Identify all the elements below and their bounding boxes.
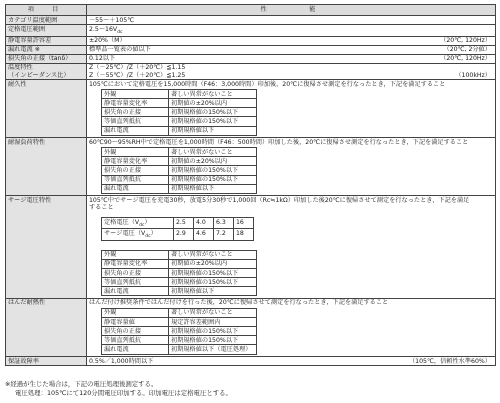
criteria-item: 外観 xyxy=(102,148,169,157)
criteria-item: 損失角の正接 xyxy=(102,327,169,336)
row-label-leak: 漏れ電流 ※ xyxy=(6,45,87,54)
criteria-value: 初期規格値以下 xyxy=(169,287,257,296)
criteria-value: 初期規格値の150%以下 xyxy=(169,166,257,175)
surge-text-1: 105℃中でサージ電圧を充電30秒，放電5分30秒で1,000回（Rc≒1kΩ）印加した後20℃に復帰させて測定を行なったとき，下記を満足 xyxy=(89,196,470,204)
surge-voltage-value: 2.9 xyxy=(174,229,194,240)
table-row xyxy=(6,45,496,54)
row-label-humidity: 耐湿負荷特性 xyxy=(6,138,87,196)
table-row xyxy=(6,63,496,79)
temp-char-line-1: Z（－25℃）/Z（＋20℃）≦1.15 xyxy=(89,64,186,72)
endurance-text: 105℃において定格電圧を15,000時間（F46：3,000時間）印加後，20℃に復帰させ測定を行なったとき，下記を満足すること xyxy=(89,80,446,88)
solder-criteria xyxy=(101,308,257,355)
humidity-text: 60℃90～95%RH中で定格電圧を1,000時間（F46：500時間）印加した後，20℃に復帰させ測定を行なったとき，下記を満足すること xyxy=(89,138,469,146)
row-label-solder: はんだ耐熱性 xyxy=(6,298,87,356)
table-row xyxy=(6,138,496,196)
surge-criteria xyxy=(101,250,257,297)
list-item xyxy=(102,269,257,278)
surge-voltage-value: 18 xyxy=(234,229,254,240)
table-row xyxy=(6,196,496,299)
row-label-tan: 損失角の正接（tanδ） xyxy=(6,54,87,63)
criteria-value: 初期規格値の150%以下 xyxy=(169,269,257,278)
criteria-item: 外観 xyxy=(102,250,169,259)
criteria-item: 漏れ電流 xyxy=(102,345,169,354)
header-performance: 性 能 xyxy=(87,5,496,16)
surge-voltage-label-text: サージ電圧（V xyxy=(104,229,146,237)
criteria-item: 等価直列抵抗 xyxy=(102,336,169,345)
criteria-item: 外観 xyxy=(102,308,169,317)
criteria-value: 初期規格値の150%以下 xyxy=(169,175,257,184)
criteria-item: 等価直列抵抗 xyxy=(102,175,169,184)
criteria-item: 等価直列抵抗 xyxy=(102,117,169,126)
temp-char-label-1: 温度特性 xyxy=(8,64,33,72)
list-item xyxy=(102,318,257,327)
solder-text: はんだ付け推奨条件ではんだ付けを行った後，20℃に復帰させて測定を行なったとき，下記を満足すること xyxy=(89,299,389,307)
criteria-value: 著しい異常がないこと xyxy=(169,90,257,99)
temp-char-line-2: Z（－55℃）/Z（＋20℃）≦1.25 xyxy=(89,71,186,79)
table-row xyxy=(6,36,496,45)
list-item xyxy=(102,175,257,184)
tan-note: （20℃, 120Hz） xyxy=(440,55,491,63)
row-label-failure: 保証故障率 xyxy=(6,357,87,366)
row-label-temp-char xyxy=(6,63,87,79)
table-row xyxy=(6,357,496,366)
header-item: 項 目 xyxy=(6,5,87,16)
criteria-item: 外観 xyxy=(102,90,169,99)
criteria-value: 著しい異常がないこと xyxy=(169,250,257,259)
row-value-temp: －55～＋105℃ xyxy=(87,16,496,25)
failure-note: （105℃，信頼性水準60%） xyxy=(408,357,491,365)
list-item xyxy=(102,117,257,126)
criteria-value: 初期規格値の150%以下 xyxy=(169,278,257,287)
leak-note: （20℃, 2分値） xyxy=(443,46,491,54)
surge-voltage-label-sub: dc xyxy=(145,234,151,240)
criteria-value: 初期値の±20%以内 xyxy=(169,259,257,268)
table-row xyxy=(6,54,496,63)
list-item xyxy=(102,345,257,354)
row-label-endurance: 耐久性 xyxy=(6,80,87,138)
rated-voltage-label xyxy=(102,218,174,229)
list-item xyxy=(102,308,257,317)
voltage-range-sub: dc xyxy=(117,29,123,35)
criteria-item: 損失角の正接 xyxy=(102,166,169,175)
surge-voltage-value: 7.2 xyxy=(214,229,234,240)
list-item xyxy=(102,287,257,296)
criteria-value: 初期規格値の150%以下 xyxy=(169,108,257,117)
surge-text-2: すること xyxy=(89,203,114,211)
list-item xyxy=(102,90,257,99)
criteria-value: 初期規格値の150%以下 xyxy=(169,117,257,126)
list-item xyxy=(102,108,257,117)
rated-voltage-label-sub: dc xyxy=(139,222,145,228)
list-item xyxy=(102,336,257,345)
row-value-failure: 0.5%／1,000時間以下 xyxy=(89,357,154,365)
row-value-leak: 標準品一覧表の値以下 xyxy=(89,46,151,54)
footnote xyxy=(5,380,495,397)
surge-voltage-value: 4.6 xyxy=(194,229,214,240)
spec-table xyxy=(5,4,496,366)
criteria-value: 初期規格値の150%以下 xyxy=(169,327,257,336)
footnote-line-2: 電圧処理：105℃にて120分間電圧印加する。印加電圧は定格電圧とする。 xyxy=(15,388,232,397)
criteria-item: 漏れ電流 xyxy=(102,126,169,135)
list-item xyxy=(102,99,257,108)
surge-voltage-table xyxy=(101,217,254,241)
criteria-value: 初期値の±20%以内 xyxy=(169,157,257,166)
table-row xyxy=(6,80,496,138)
rated-voltage-value: 16 xyxy=(234,218,254,229)
table-row xyxy=(102,218,254,229)
criteria-value: 初期規格値の150%以下 xyxy=(169,336,257,345)
row-label-surge: サージ電圧特性 xyxy=(6,196,87,299)
list-item xyxy=(102,166,257,175)
table-header-row xyxy=(6,5,496,16)
rated-voltage-value: 2.5 xyxy=(174,218,194,229)
list-item xyxy=(102,148,257,157)
temp-char-note: （100kHz） xyxy=(455,71,491,79)
criteria-item: 静電容量値 xyxy=(102,318,169,327)
criteria-value: 著しい異常がないこと xyxy=(169,148,257,157)
table-row xyxy=(6,298,496,356)
row-label-cap-tol: 静電容量許容差 xyxy=(6,36,87,45)
row-value-cap-tol: ±20%（M） xyxy=(89,37,126,45)
list-item xyxy=(102,157,257,166)
list-item xyxy=(102,250,257,259)
criteria-item: 静電容量変化率 xyxy=(102,259,169,268)
list-item xyxy=(102,259,257,268)
list-item xyxy=(102,126,257,135)
row-label-voltage: 定格電圧範囲 xyxy=(6,25,87,36)
row-value-tan: 0.12以下 xyxy=(89,55,116,63)
temp-char-label-2: （インピーダンス比） xyxy=(8,71,70,79)
rated-voltage-value: 4.0 xyxy=(194,218,214,229)
criteria-item: 等価直列抵抗 xyxy=(102,278,169,287)
cap-tol-note: （20℃, 120Hz） xyxy=(440,37,491,45)
list-item xyxy=(102,327,257,336)
criteria-item: 漏れ電流 xyxy=(102,184,169,193)
row-label-temp: カテゴリ温度範囲 xyxy=(6,16,87,25)
rated-voltage-value: 6.3 xyxy=(214,218,234,229)
criteria-item: 損失角の正接 xyxy=(102,108,169,117)
table-row xyxy=(6,25,496,36)
criteria-value: 規定許容差範囲内 xyxy=(169,318,257,327)
surge-voltage-label xyxy=(102,229,174,240)
list-item xyxy=(102,184,257,193)
list-item xyxy=(102,278,257,287)
rated-voltage-label-text: 定格電圧（V xyxy=(104,218,140,226)
table-row xyxy=(6,16,496,25)
criteria-value: 初期値の±20%以内 xyxy=(169,99,257,108)
criteria-value: 著しい異常がないこと xyxy=(169,308,257,317)
criteria-value: 初期規格値以下 xyxy=(169,126,257,135)
criteria-value: 初期規格値以下（電圧処理） xyxy=(169,345,257,354)
criteria-item: 静電容量変化率 xyxy=(102,99,169,108)
criteria-item: 漏れ電流 xyxy=(102,287,169,296)
surge-voltage-label-close: ） xyxy=(150,229,157,237)
criteria-value: 初期規格値以下 xyxy=(169,184,257,193)
table-row xyxy=(102,229,254,240)
criteria-item: 損失角の正接 xyxy=(102,269,169,278)
humidity-criteria xyxy=(101,147,257,194)
footnote-line-1: ※経過が生じた場合は，下記の電圧処理後測定する。 xyxy=(5,380,158,388)
rated-voltage-label-close: ） xyxy=(144,218,151,226)
row-value-voltage xyxy=(87,25,496,36)
endurance-criteria xyxy=(101,89,257,136)
criteria-item: 静電容量変化率 xyxy=(102,157,169,166)
voltage-range: 2.5～16V xyxy=(89,25,118,33)
